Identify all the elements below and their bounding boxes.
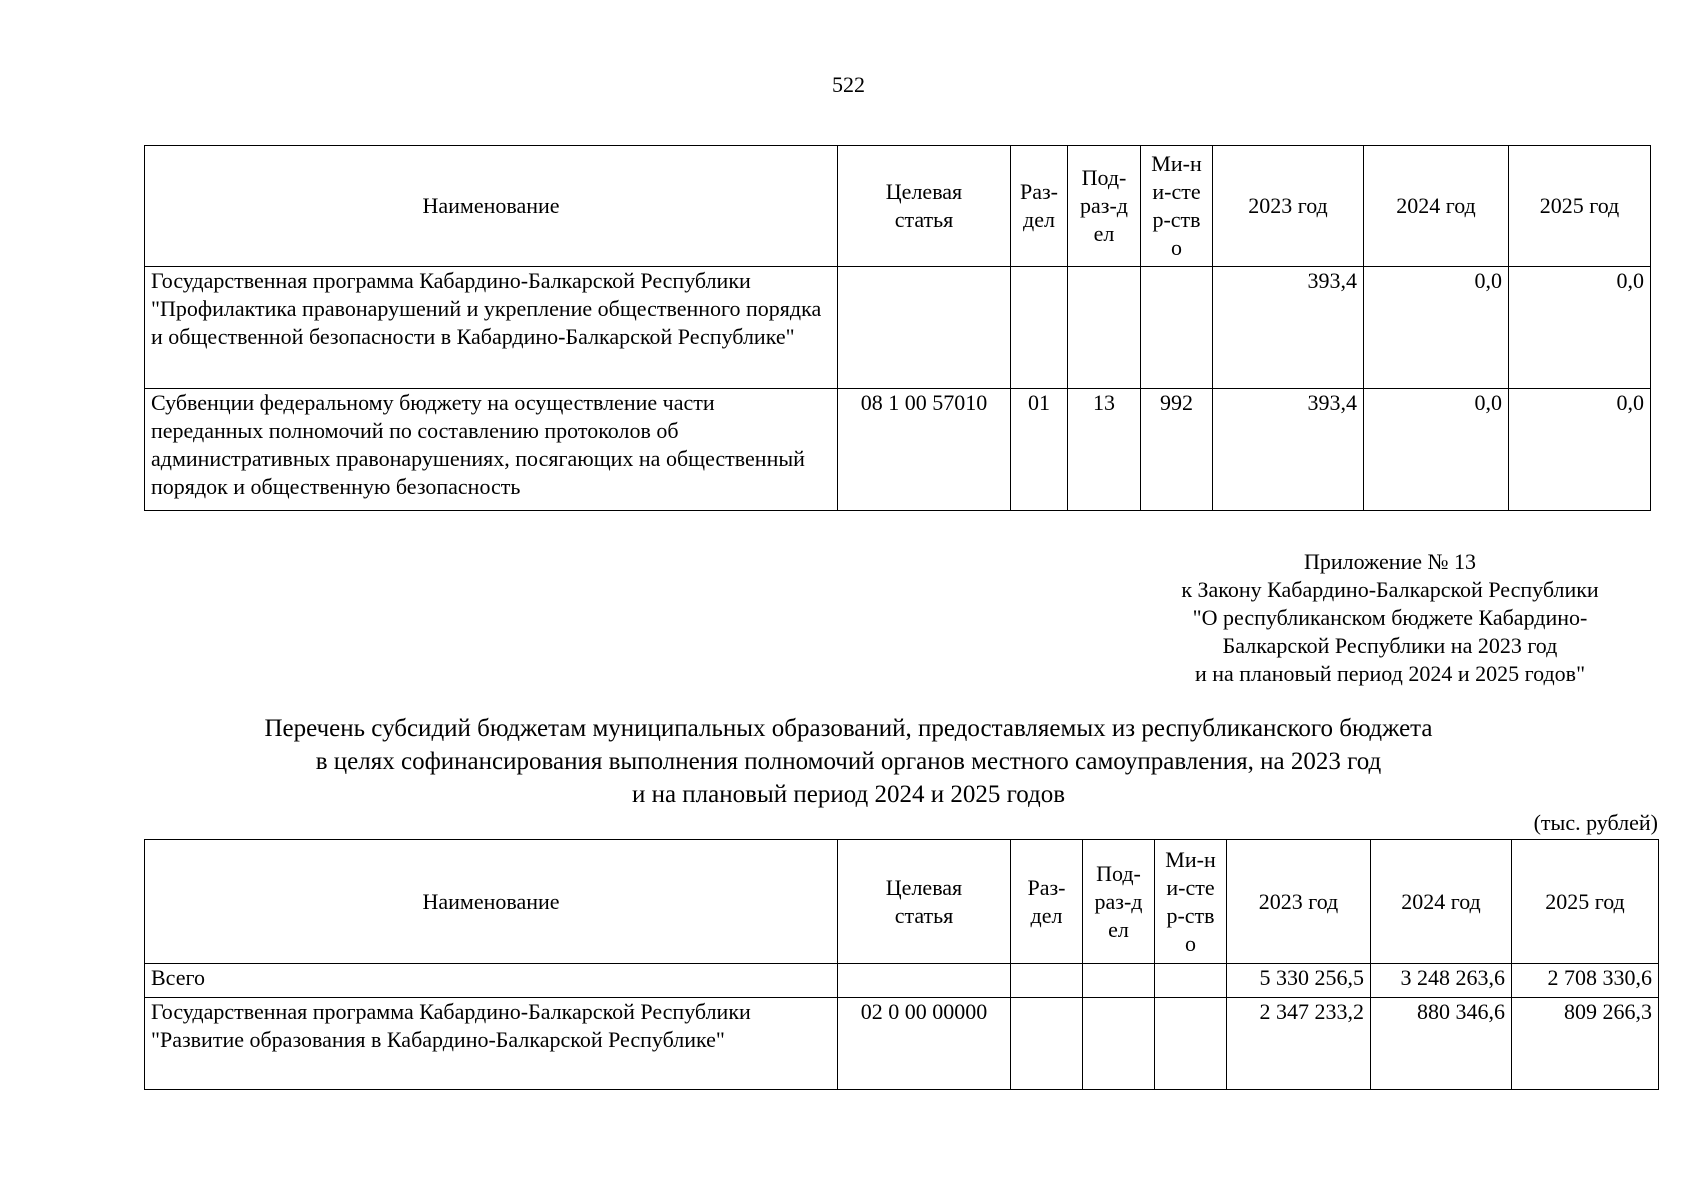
cell-subsection — [1083, 964, 1155, 998]
subsidies-table — [144, 839, 1659, 1090]
cell-2023: 2 347 233,2 — [1227, 998, 1371, 1090]
cell-ministry — [1141, 267, 1213, 389]
cell-2025: 2 708 330,6 — [1512, 964, 1659, 998]
cell-subsection — [1068, 267, 1141, 389]
header-target-label: Целевая статья — [885, 179, 963, 232]
title-line: Перечень субсидий бюджетам муниципальных образований, предоставляемых из республиканского бюджета — [264, 715, 1433, 742]
cell-2024: 3 248 263,6 — [1371, 964, 1512, 998]
header-section-label: Раз-дел — [1019, 179, 1059, 232]
cell-name: Государственная программа Кабардино-Балкарской Республики "Развитие образования в Кабардино-Балкарской Республике" — [145, 998, 838, 1090]
continued-budget-table — [144, 145, 1651, 511]
header-ministry — [1141, 146, 1213, 267]
cell-subsection — [1083, 998, 1155, 1090]
header-target — [838, 146, 1011, 267]
header-target — [838, 840, 1011, 964]
header-2024: 2024 год — [1364, 146, 1509, 267]
header-subsection-label: Под-раз-дел — [1080, 165, 1128, 246]
header-ministry-label: Ми-ни-стер-ство — [1151, 151, 1202, 260]
header-ministry-label: Ми-ни-стер-ство — [1165, 846, 1216, 956]
appendix-line: Балкарской Республики на 2023 год — [1222, 633, 1558, 658]
cell-target: 02 0 00 00000 — [838, 998, 1011, 1090]
title-line: в целях софинансирования выполнения полномочий органов местного самоуправления, на 2023 год — [315, 748, 1382, 775]
title-line: и на плановый период 2024 и 2025 годов — [631, 781, 1066, 808]
cell-section: 01 — [1011, 389, 1068, 511]
table-header-row — [145, 146, 1651, 267]
cell-target — [838, 964, 1011, 998]
header-subsection — [1068, 146, 1141, 267]
cell-2025: 0,0 — [1509, 389, 1651, 511]
cell-2025: 0,0 — [1509, 267, 1651, 389]
cell-2024: 880 346,6 — [1371, 998, 1512, 1090]
cell-section — [1011, 998, 1083, 1090]
cell-2023: 393,4 — [1213, 267, 1364, 389]
header-2025: 2025 год — [1512, 840, 1659, 964]
cell-ministry: 992 — [1141, 389, 1213, 511]
header-target-label: Целевая статья — [885, 874, 963, 928]
cell-target: 08 1 00 57010 — [838, 389, 1011, 511]
cell-2024: 0,0 — [1364, 389, 1509, 511]
header-2023: 2023 год — [1213, 146, 1364, 267]
header-section — [1011, 840, 1083, 964]
cell-section — [1011, 964, 1083, 998]
cell-ministry — [1155, 998, 1227, 1090]
header-name: Наименование — [145, 840, 838, 964]
cell-target — [838, 267, 1011, 389]
cell-ministry — [1155, 964, 1227, 998]
header-subsection — [1083, 840, 1155, 964]
appendix-line: Приложение № 13 — [1303, 549, 1477, 574]
table-row — [145, 267, 1651, 389]
document-title — [0, 712, 1697, 811]
cell-name: Государственная программа Кабардино-Балкарской Республики "Профилактика правонарушений и укрепление общественного порядка и общественной безопасности в Кабардино-Балкарской Республике" — [145, 267, 838, 389]
header-section-label: Раз-дел — [1027, 874, 1066, 928]
header-2024: 2024 год — [1371, 840, 1512, 964]
cell-2025: 809 266,3 — [1512, 998, 1659, 1090]
cell-section — [1011, 267, 1068, 389]
table-header-row — [145, 840, 1659, 964]
header-subsection-label: Под-раз-дел — [1094, 860, 1143, 942]
units-label: (тыс. рублей) — [1533, 810, 1658, 835]
cell-subsection: 13 — [1068, 389, 1141, 511]
header-name: Наименование — [145, 146, 838, 267]
cell-name: Всего — [145, 964, 838, 998]
table-row-total — [145, 964, 1659, 998]
cell-name: Субвенции федеральному бюджету на осуществление части переданных полномочий по составлению протоколов об административных правонарушениях, посягающих на общественный порядок и общественную безопасность — [145, 389, 838, 511]
header-2025: 2025 год — [1509, 146, 1651, 267]
header-section — [1011, 146, 1068, 267]
cell-2024: 0,0 — [1364, 267, 1509, 389]
appendix-line: и на плановый период 2024 и 2025 годов" — [1194, 661, 1586, 686]
cell-2023: 393,4 — [1213, 389, 1364, 511]
page-number: 522 — [832, 72, 865, 97]
header-2023: 2023 год — [1227, 840, 1371, 964]
table-row — [145, 389, 1651, 511]
cell-2023: 5 330 256,5 — [1227, 964, 1371, 998]
appendix-note — [1100, 548, 1680, 688]
appendix-line: к Закону Кабардино-Балкарской Республики — [1181, 577, 1599, 602]
header-ministry — [1155, 840, 1227, 964]
appendix-line: "О республиканском бюджете Кабардино- — [1192, 605, 1588, 630]
table-row — [145, 998, 1659, 1090]
